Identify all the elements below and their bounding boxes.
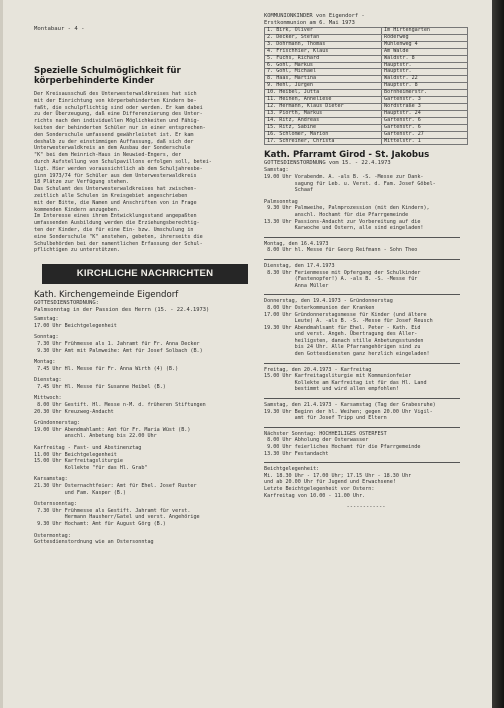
schedule-block: Beichtgelegenheit: Mi. 18.30 Uhr - 17.00 Uhr; 17.15 Uhr - 18.30 Uhr und ab 20.00 Uhr für Jugend und Erwachsene! Letzte Beichtgelegenheit vor Ostern: Karfreitag von 10.00 - 11.00 Uhr. <box>264 466 412 499</box>
church-service-heading: GOTTESDIENSTORDNUNG: Palmsonntag in der Passion des Herrn (15. - 22.4.1973) <box>34 300 210 314</box>
girod-schedule <box>264 167 468 499</box>
table-row <box>265 138 468 145</box>
child-name-cell: 8. Haas, Martina <box>265 76 382 83</box>
divider <box>264 427 460 428</box>
child-name-cell: 2. Decker, Stefan <box>265 34 382 41</box>
child-name-cell: 7. Gohl, Michael <box>265 69 382 76</box>
article-title-line-2: körperbehinderte Kinder <box>34 76 155 86</box>
child-name-cell: 15. Ritz, Sabine <box>265 124 382 131</box>
schedule-block: Samstag: 17.00 Uhr Beichtgelegenheit <box>34 316 117 329</box>
child-address-cell: Gartenstr. 6 <box>382 124 468 131</box>
binding-edge <box>492 0 504 708</box>
child-name-cell: 12. Hermann, Klaus Dieter <box>265 103 382 110</box>
communion-subtitle: Erstkommunion am 6. Mai 1973 <box>264 20 355 26</box>
article-title <box>34 66 256 86</box>
end-dashes: ------------ <box>346 504 386 511</box>
schedule-block: Osternsonntag: 7.30 Uhr Frühmesse als Gestift. Jahramt für verst. Hermann Hausherr/Gatel und verst. Angehörige 9.30 Uhr Hochamt: Amt für August Görg (B.) <box>34 501 200 527</box>
schedule-block: Nächster Sonntag: HOCHHEILIGES OSTERFEST 8.00 Uhr Abholung der Osterwasser 9.00 Uhr feierliches Hochamt für die Pfarrgemeinde 13.30 Uhr Festandacht <box>264 430 421 457</box>
child-name-cell: 9. Hehl, Jürgen <box>265 83 382 90</box>
child-address-cell: Gartenstr. 6 <box>382 117 468 124</box>
child-address-cell: Röderweg <box>382 34 468 41</box>
child-name-cell: 10. Heibel, Jutta <box>265 90 382 97</box>
child-address-cell: Hauptstr. <box>382 69 468 76</box>
schedule-block: Dienstag: 7.45 Uhr Hl. Messe für Susanne Heibel (B.) <box>34 377 166 390</box>
divider <box>264 363 460 364</box>
child-name-cell: 16. Schlomer, Marion <box>265 131 382 138</box>
schedule-block: Samstag: 19.00 Uhr Vorabendm. A. -als B. -S. -Messe zur Dank- sagung für Leb. u. Verst. d. Fam. Josef Göbel- Schaaf <box>264 167 436 194</box>
child-name-cell: 13. Piorth, Markus <box>265 110 382 117</box>
girod-service-heading: GOTTESDIENSTORDNUNG vom 15. - 22.4.1973 <box>264 160 391 167</box>
child-name-cell: 11. Heinen, Anneliese <box>265 97 382 104</box>
schedule-block: Mittwoch: 8.00 Uhr Gestift. Hl. Messe n-M. d. früheren Stiftungen 20.30 Uhr Kreuzweg-Andacht <box>34 395 206 415</box>
schedule-block: Karfreitag - Fast- und Abstinenztag 11.00 Uhr Beichtgelegenheit 15.00 Uhr Karfreitagsliturgie Kollekte "für das Hl. Grab" <box>34 445 148 471</box>
child-address-cell: Mühlenweg 4 <box>382 41 468 48</box>
child-address-cell: Bornheimerstr. <box>382 90 468 97</box>
divider <box>264 462 460 463</box>
divider <box>264 237 460 238</box>
child-name-cell: 5. Fuchs, Richard <box>265 55 382 62</box>
girod-title: Kath. Pfarramt Girod - St. Jakobus <box>264 150 430 161</box>
child-address-cell: Hauptstr. 8 <box>382 83 468 90</box>
communion-children-table <box>264 27 468 145</box>
article-paragraph-1: Der Kreisausschuß des Unterwesterwaldkreises hat sich mit der Einrichtung von körperbehinderten Kindern be- faßt, die schulpflichtig sind oder werden. Er kam dabei zu der Überzeugung, daß eine Differenzierung des Unter- richts nach den individuellen Möglichkeiten und Fähig- keiten der behinderten Schüler nur in einer entsprechen- den Sonderschule umfassend gewährleistet ist. Er kam deshalb zu der einstimmigen Auffassung, daß sich der Unterwesterwaldkreis an dem Ausbau der Sonderschule "K" bei dem Heinrich-Haus in Neuwied-Engers, der durch Aufstellung von Schulpavillons erfolgen soll, betei- ligt. Hier werden voraussichtlich ab dem Schuljahresbe- ginn 1973/74 für Schüler aus dem Unterwesterwaldkreis 18 Plätze zur Verfügung stehen. <box>34 91 212 186</box>
table-row <box>265 55 468 62</box>
church-news-banner: KIRCHLICHE NACHRICHTEN <box>42 264 248 284</box>
child-name-cell: 17. Schreiner, Christa <box>265 138 382 145</box>
schedule-block: Samstag, den 21.4.1973 - Karsamstag (Tag der Grabesruhe) 19.30 Uhr Beginn der hl. Weihen; gegen 20.00 Uhr Vigil- amt für Josef Tripp und Eltern <box>264 402 436 422</box>
child-address-cell: Waldstr. 22 <box>382 76 468 83</box>
service-schedule <box>34 316 256 546</box>
child-name-cell: 14. Ritz, Andreas <box>265 117 382 124</box>
table-row <box>265 131 468 138</box>
child-name-cell: 1. Birk, Oliver <box>265 28 382 35</box>
article-title-line-1: Spezielle Schulmöglichkeit für <box>34 66 181 76</box>
divider <box>264 259 460 260</box>
child-address-cell: Im Hirtengarten <box>382 28 468 35</box>
child-address-cell: Gartenstr. 3 <box>382 97 468 104</box>
schedule-block: Donnerstag, den 19.4.1973 - Gründonnerstag 8.00 Uhr Osterkommunion der Kranken 17.00 Uhr Gründonnerstagsmesse für Kinder (und ältere Leute) A. -als B. -S. -Messe für Josef Reusch 19.30 Uhr Abendmahlsamt für Ehel. Peter - Kath. Eid und verst. Angeh. Übertragung des Aller- heiligsten, danach stille Anbetungsstunden bis 24 Uhr. Alle Pfarrangehörigen sind zu den Gottesdiensten ganz herzlich eingeladen! <box>264 298 433 358</box>
child-name-cell: 3. Dohrmann, Thomas <box>265 41 382 48</box>
schedule-block: Karsamstag: 21.30 Uhr Osternachtfeier: Amt für Ehel. Josef Ruster und Fam. Kasper (B.) <box>34 476 197 496</box>
schedule-block: Gründonnerstag: 19.00 Uhr Abendmahlamt: Amt für Fr. Maria Wüst (B.) anschl. Anbetung bis 22.00 Uhr <box>34 420 191 440</box>
child-address-cell: Waldstr. 8 <box>382 55 468 62</box>
schedule-block: Ostermontag: Gottesdienstordnung wie an Ostersonntag <box>34 532 154 546</box>
schedule-block: Palmsonntag 9.30 Uhr Palmweihe, Palmprozession (mit den Kindern), anschl. Hochamt für die Pfarrgemeinde 13.30 Uhr Passions-Andacht zur Vorbereitung auf die Karwoche und Ostern, alle sind eingeladen! <box>264 198 430 232</box>
divider <box>264 398 460 399</box>
child-name-cell: 4. Frischhier, Klaus <box>265 48 382 55</box>
schedule-block: Sonntag: 7.30 Uhr Frühmesse als 1. Jahramt für Fr. Anna Decker 9.30 Uhr Amt mit Palmweihe: Amt für Josef Solbach (B.) <box>34 334 203 354</box>
child-address-cell: Hauptstr. 24 <box>382 110 468 117</box>
communion-title: KOMMUNIONKINDER von Eigendorf - <box>264 13 365 19</box>
left-column <box>34 38 256 551</box>
child-address-cell: Hauptstr. <box>382 62 468 69</box>
church-title: Kath. Kirchengemeinde Eigendorf <box>34 290 179 301</box>
child-address-cell: Nordstraße 3 <box>382 103 468 110</box>
schedule-block: Montag: 7.45 Uhr Hl. Messe für Fr. Anna Wirth (4) (B.) <box>34 359 179 372</box>
child-name-cell: 6. Gohl, Markus <box>265 62 382 69</box>
child-address-cell: Am Walde <box>382 48 468 55</box>
child-address-cell: Mittelstr. 1 <box>382 138 468 145</box>
schedule-block: Montag, den 16.4.1973 8.00 Uhr hl. Messe für Georg Reifmann - Sohn Theo <box>264 240 418 254</box>
schedule-block: Dienstag, den 17.4.1973 8.30 Uhr Ferienmesse mit Opfergang der Schulkinder (Fastenopfer!) A. -als B. -S. -Messe für Anna Müller <box>264 262 421 289</box>
child-address-cell: Gartenstr. 27 <box>382 131 468 138</box>
article-paragraph-2: Das Schulamt des Unterwesterwaldkreises hat zwischen- zeitlich alle Schulen im Kreisgebiet angeschrieben mit der Bitte, die Namen und Anschriften von in Frage kommenden Kindern anzugeben. Im Interesse eines ihrem Entwicklungsstand angepaßten umfassenden Ausbildung werden die Erziehungsberechtig- ten der Kinder, die für eine Ein- bzw. Umschulung in eine Sonderschule "K" anstehen, gebeten, ihrerseits die Schulbehörden bei der namentlichen Erfassung der Schul- pflichtigen zu unterstützen. <box>34 186 203 254</box>
page-header: Montabaur - 4 - <box>34 26 85 32</box>
divider <box>264 294 460 295</box>
schedule-block: Freitag, den 20.4.1973 - Karfreitag 15.00 Uhr Karfreitagsliturgie mit Kommunionfeier Kollekte am Karfreitag ist für das Hl. Land bestimmt und wird allen empfohlen! <box>264 366 427 393</box>
right-column <box>264 13 468 510</box>
